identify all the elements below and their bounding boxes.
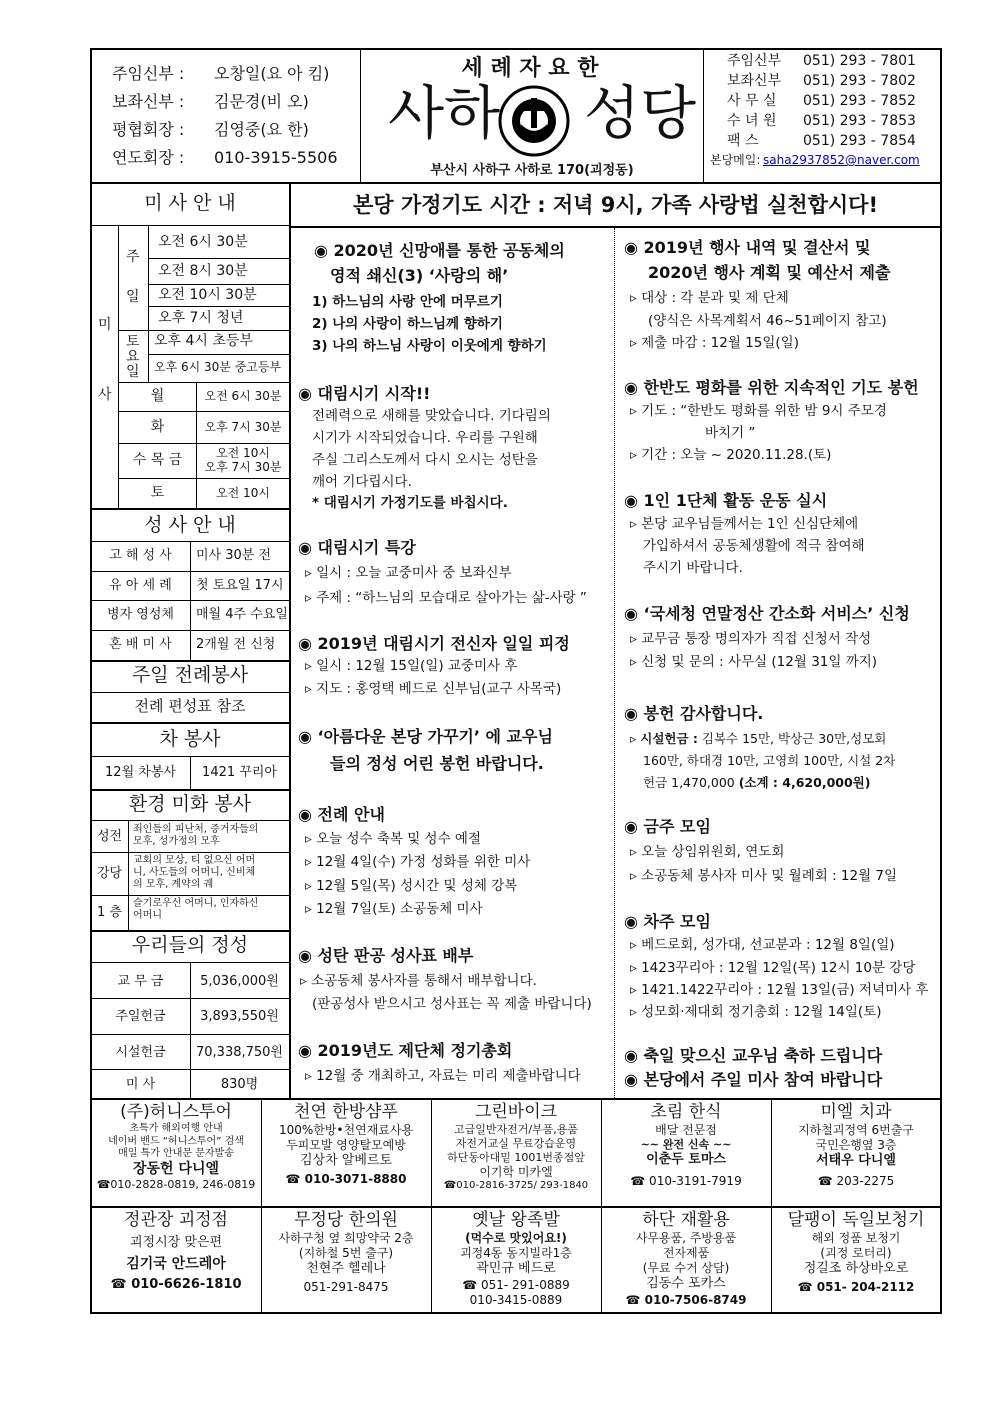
notice-item-text: 소공동체 봉사자를 통해서 배부합니다.	[311, 973, 537, 989]
ad-line: 네이버 밴드 “허니스투어” 검색	[108, 1135, 244, 1147]
ad-miel-dental	[771, 1102, 941, 1189]
ad-line: ~~ 완전 신속 ~~	[640, 1138, 732, 1152]
notice-item-text: 기도 : “한반도 평화를 위한 밤 9시 주모경	[641, 403, 887, 419]
mass-vlabel: 미	[98, 317, 112, 333]
contact-phone: 051) 293 - 7801	[803, 53, 916, 69]
ad-chorim-restaurant	[601, 1102, 771, 1189]
staff-role: 보좌신부 :	[112, 92, 185, 111]
ad-person: 곽민규 베드로	[476, 1261, 556, 1277]
sacrament-info: 첫 토요일 17시	[196, 578, 284, 593]
notice-text: (양식은 사목계획서 46~51페이지 참고)	[648, 313, 887, 329]
ad-line: 100%한방•천연재료사용	[278, 1123, 414, 1138]
contact-label: 보좌신부	[727, 73, 782, 89]
weekday-mass-time: 오후 7시 30분	[204, 420, 282, 434]
notice-item-text: 제출 마감 : 12월 15일(일)	[641, 335, 799, 351]
notice-item-text: 12월 7일(토) 소공동체 미사	[316, 901, 483, 917]
rule	[91, 692, 289, 693]
staff-role: 연도회장 :	[112, 148, 185, 167]
notice-heading: ◉ 금주 모임	[624, 817, 711, 836]
liturgy-value: 전례 편성표 참조	[134, 697, 246, 715]
notice-item-text: 본당 교우님들께서는 1인 신심단체에	[641, 516, 859, 532]
rule	[118, 478, 289, 479]
env-desc: 교회의 모상, 티 없으신 어머	[133, 855, 256, 866]
staff-name: 오창일(요 아 킴)	[214, 64, 330, 83]
ad-line: (괴정 로터리)	[820, 1246, 892, 1261]
contact-label: 주임신부	[727, 53, 782, 69]
ad-line: (먹수로 맛있어요!)	[465, 1231, 567, 1246]
ad-line: 자전거교실 무료강습운영	[455, 1137, 577, 1150]
notice-item: ▹ 12월 7일(토) 소공동체 미사	[305, 901, 483, 917]
notice-text: * 대림시기 가정기도를 바칩시다.	[312, 495, 508, 511]
notice-item: ▹ 12월 중 개최하고, 자료는 미리 제출바랍니다	[305, 1068, 581, 1084]
sacrament-info: 2개월 전 신청	[196, 637, 276, 652]
donation-subtotal: (소계 : 4,620,000원)	[738, 775, 871, 790]
sacrament-name: 고 해 성 사	[109, 548, 172, 563]
ad-phone: ☎010-2816-3725/ 293-1840	[443, 1179, 589, 1191]
notice-item: ▹ 교무금 통장 명의자가 직접 신청서 작성	[630, 631, 872, 647]
notice-item: ▹ 일시 : 오늘 교중미사 중 보좌신부	[305, 565, 512, 581]
rule	[91, 820, 289, 821]
offering-title: 우리들의 정성	[131, 934, 249, 956]
env-desc: 어머니	[133, 910, 162, 921]
notice-item: ▹ 12월 4일(수) 가정 성화를 위한 미사	[305, 854, 531, 870]
notice-item-text: 베드로회, 성가대, 선교분과 : 12월 8일(일)	[641, 937, 895, 953]
notice-text: 바치기 ”	[705, 425, 756, 441]
notice-heading: ◉ 1인 1단체 활동 운동 실시	[624, 491, 828, 510]
notice-text: 시기가 시작되었습니다. 우리를 구원해	[312, 430, 538, 446]
notice-item: 1) 하느님의 사랑 안에 머무르기	[312, 294, 503, 310]
ad-phone: 051-291-8475	[303, 1279, 389, 1294]
ad-person: 이기학 미카엘	[479, 1164, 553, 1179]
rule	[91, 600, 289, 601]
notice-item-text: 1423꾸리아 : 12월 12일(목) 12시 10분 강당	[641, 960, 916, 976]
rule	[91, 1098, 941, 1100]
rule	[148, 306, 289, 307]
notice-item-text: 기간 : 오늘 ~ 2020.11.28.(토)	[641, 447, 832, 463]
notice-item-text: 12월 4일(수) 가정 성화를 위한 미사	[316, 854, 531, 870]
sacrament-info: 매월 4주 수요일	[196, 607, 288, 622]
ad-phone: ☎ 010-6626-1810	[110, 1277, 242, 1292]
notice-item-text: 지도 : 홍영택 베드로 신부님(교구 사목국)	[316, 681, 562, 697]
rule	[91, 1034, 289, 1035]
sunday-label: 주	[126, 249, 140, 265]
weekday-mass-time: 오후 7시 30분	[204, 460, 282, 474]
ad-person: 서태우 다니엘	[816, 1153, 896, 1169]
weekday-label: 수 목 금	[132, 452, 183, 468]
notice-item: ▹ 소공동체 봉사자 미사 및 월례회 : 12월 7일	[630, 868, 898, 884]
donation-text: 김복수 15만, 박상근 30만,성모회	[697, 731, 887, 746]
sunday-mass-time: 오전 8시 30분	[158, 263, 248, 279]
notice-heading: ◉ 축일 맞으신 교우님 축하 드립니다	[624, 1046, 883, 1065]
ad-green-bike	[431, 1102, 601, 1192]
ad-line: 사하구청 옆 희망약국 2층	[278, 1231, 414, 1246]
ad-line: 고급일반자전거/부품,용품	[453, 1123, 579, 1137]
ad-line: 매일 특가 안내문 문자발송	[118, 1148, 234, 1160]
rule	[290, 226, 941, 228]
notice-item-text: 신청 및 문의 : 사무실 (12월 31일 까지)	[641, 654, 878, 670]
rule	[148, 354, 289, 355]
rule	[118, 382, 289, 383]
column-divider	[614, 228, 615, 1098]
weekday-mass-time: 오전 10시	[216, 446, 270, 460]
ad-name: 천연 한방샴푸	[294, 1102, 398, 1122]
staff-role: 평협회장 :	[112, 120, 185, 139]
notice-item: ▹ 주제 : “하느님의 모습대로 살아가는 삶-사랑 ”	[305, 590, 587, 606]
rule	[91, 508, 289, 510]
ad-line: 사무용품, 주방용품	[635, 1231, 737, 1246]
offering-value: 830명	[220, 1077, 259, 1092]
rule	[91, 630, 289, 631]
notice-item: ▹ 본당 교우님들께서는 1인 신심단체에	[630, 516, 859, 532]
left-column-divider	[289, 183, 291, 1098]
env-desc: 의 모후, 계약의 궤	[133, 879, 214, 890]
notice-item: ▹ 지도 : 홍영택 베드로 신부님(교구 사목국)	[305, 681, 562, 697]
rule	[148, 284, 289, 285]
notice-item: ▹ 제출 마감 : 12월 15일(일)	[630, 335, 799, 351]
notice-item-text: 12월 5일(목) 성시간 및 성체 강복	[316, 878, 518, 894]
notice-item: ▹ 신청 및 문의 : 사무실 (12월 31일 까지)	[630, 654, 878, 670]
ad-oriental-clinic	[261, 1210, 431, 1295]
ad-phone: ☎010-2828-0819, 246-0819	[96, 1178, 256, 1192]
header-bottom-line	[91, 182, 941, 184]
church-title-right: 성당	[584, 79, 697, 147]
sunday-label: 일	[126, 289, 140, 305]
ad-line: 해외 정품 보청기	[811, 1231, 901, 1246]
notice-text: 주실 그리스도께서 다시 오시는 성탄을	[312, 452, 538, 468]
rule	[91, 895, 289, 896]
ad-person: 정길조 하상바오로	[803, 1261, 909, 1277]
car-service-label: 12월 차봉사	[105, 765, 176, 780]
notice-item-text: 성모회·제대회 정기총회 : 12월 14일(토)	[641, 1004, 882, 1020]
rule	[91, 789, 289, 791]
liturgy-title: 주일 전례봉사	[131, 664, 249, 686]
saturday-label: 요	[126, 349, 140, 365]
staff-name: 010-3915-5506	[214, 148, 338, 167]
ad-line: 전자제품	[662, 1246, 710, 1261]
notice-item: ▹ 1423꾸리아 : 12월 12일(목) 12시 10분 강당	[630, 960, 916, 976]
email-label: 본당메일:	[710, 153, 761, 167]
ad-line: 국민은행옆 3층	[815, 1138, 897, 1153]
rule	[91, 225, 289, 226]
ad-herbal-shampoo	[261, 1102, 431, 1187]
ad-line: 지하철괴정역 6번출구	[798, 1123, 914, 1138]
ad-line: 하단동아대밑 1001번종점앞	[447, 1150, 585, 1164]
ad-name: 하단 재활용	[642, 1210, 730, 1230]
rule	[118, 411, 289, 412]
rule	[91, 930, 289, 932]
offering-value: 70,338,750원	[196, 1045, 283, 1060]
contact-phone: 051) 293 - 7802	[803, 73, 916, 89]
notice-item: ▹ 대상 : 각 분과 및 제 단체	[630, 290, 789, 306]
notice-text: 깨어 기다립시다.	[312, 474, 412, 490]
notice-item-text: 대상 : 각 분과 및 제 단체	[641, 290, 789, 306]
notice-heading: ◉ ‘국세청 연말정산 간소화 서비스’ 신청	[624, 604, 910, 623]
offering-value: 3,893,550원	[200, 1009, 279, 1024]
car-service-value: 1421 꾸리아	[202, 765, 277, 780]
mass-title: 미 사 안 내	[144, 192, 236, 214]
notice-heading: ◉ 2019년 대림시기 전신자 일일 피정	[298, 634, 570, 653]
ad-phone-mobile: 010-3415-0889	[469, 1292, 563, 1307]
ad-line: (무료 수거 상담)	[642, 1261, 730, 1276]
sunday-mass-time: 오후 7시 청년	[158, 310, 244, 326]
sacrament-name: 병자 영성체	[107, 607, 174, 622]
notice-item-text: 12월 중 개최하고, 자료는 미리 제출바랍니다	[316, 1068, 581, 1084]
car-service-title: 차 봉사	[159, 728, 221, 750]
church-address: 부산시 사하구 사하로 170(괴정동)	[430, 163, 634, 178]
env-area: 1 층	[97, 905, 122, 920]
offering-label: 주일헌금	[115, 1009, 166, 1024]
header-divider-left	[360, 49, 361, 183]
ad-name: (주)허니스투어	[120, 1102, 232, 1122]
ad-person: 김상차 알베르토	[299, 1153, 393, 1169]
env-desc: 니, 사도들의 어머니, 신비체	[133, 867, 256, 878]
weekday-label: 월	[150, 388, 165, 404]
notice-heading: ◉ 대림시기 특강	[298, 538, 416, 557]
weekday-label: 화	[150, 419, 165, 435]
notice-heading: 2020년 행사 계획 및 예산서 제출	[648, 263, 891, 282]
contact-label: 사 무 실	[727, 93, 777, 109]
ad-line: 배달 전문점	[655, 1123, 717, 1138]
ad-person: 장동헌 다니엘	[132, 1160, 220, 1177]
banner-prayer-time: 본당 가정기도 시간 : 저녁 9시, 가족 사랑법 실천합시다!	[352, 193, 879, 217]
offering-label: 시설헌금	[115, 1045, 166, 1060]
notice-heading: ◉ 2020년 신망애를 통한 공동체의	[314, 241, 565, 260]
staff-name: 김문경(비 오)	[214, 92, 309, 111]
donation-text: 헌금 1,470,000	[643, 775, 739, 790]
rule	[91, 660, 289, 662]
offering-value: 5,036,000원	[200, 974, 279, 989]
ad-person: 김기국 안드레아	[126, 1255, 226, 1272]
ad-phone: ☎ 010-3191-7919	[630, 1174, 742, 1189]
notice-item: ▹ 기간 : 오늘 ~ 2020.11.28.(토)	[630, 447, 832, 463]
ad-name: 미엘 치과	[820, 1102, 892, 1122]
saturday-mass-time: 오후 6시 30분 중고등부	[154, 360, 282, 374]
header-divider-right	[703, 49, 704, 183]
email-link[interactable]: saha2937852@naver.com	[763, 153, 920, 167]
ad-jeonggwanjang	[91, 1210, 261, 1293]
notice-heading: 영적 쇄신(3) ‘사랑의 해’	[330, 266, 509, 285]
patron-subtitle: 세 례 자 요 한	[461, 56, 599, 81]
notice-heading: ◉ 차주 모임	[624, 912, 711, 931]
weekday-mass-time: 오전 6시 30분	[204, 389, 282, 403]
rule	[118, 443, 289, 444]
env-desc: 슬기로우신 어머니, 인자하신	[133, 898, 259, 909]
ad-line: (지하철 5번 출구)	[298, 1246, 394, 1261]
notice-item-text: 소공동체 봉사자 미사 및 월례회 : 12월 7일	[641, 868, 898, 884]
rule	[91, 852, 289, 853]
donation-text: 160만, 하대경 10만, 고영희 100만, 시설 2차	[643, 753, 896, 768]
ad-phone: ☎ 051- 291-0889	[462, 1277, 570, 1292]
rule	[148, 258, 289, 259]
ad-phone: ☎ 010-7506-8749	[625, 1292, 747, 1307]
ad-person: 천현주 헬레나	[306, 1261, 386, 1277]
notice-heading: ◉ 한반도 평화를 위한 지속적인 기도 봉헌	[624, 378, 919, 397]
contact-phone: 051) 293 - 7853	[803, 113, 916, 129]
notice-item: ▹ 성모회·제대회 정기총회 : 12월 14일(토)	[630, 1004, 882, 1020]
staff-role: 주임신부 :	[112, 64, 185, 83]
donation-label: 시설헌금 :	[640, 731, 698, 746]
donation-list: ▹ 시설헌금 : 김복수 15만, 박상근 30만,성모회	[630, 731, 887, 746]
notice-item-text: 일시 : 12월 15일(일) 교중미사 후	[316, 658, 518, 674]
notice-item-text: 주제 : “하느님의 모습대로 살아가는 삶-사랑 ”	[316, 590, 587, 606]
mass-vlabel: 사	[98, 387, 112, 403]
contact-phone: 051) 293 - 7854	[803, 133, 916, 149]
notice-item-text: 일시 : 오늘 교중미사 중 보좌신부	[316, 565, 512, 581]
notice-heading: ◉ ‘아름다운 본당 가꾸기’ 에 교우님	[298, 727, 553, 746]
ad-honeys-tour	[91, 1102, 261, 1192]
notice-item-text: 오늘 상임위원회, 연도회	[641, 844, 785, 860]
sacraments-title: 성 사 안 내	[144, 514, 236, 536]
ad-recycling	[601, 1210, 771, 1308]
ad-name: 정관장 괴정점	[124, 1210, 228, 1230]
ad-line: 초특가 해외여행 안내	[129, 1123, 223, 1135]
weekday-label: 토	[150, 485, 165, 501]
contact-label: 수 녀 원	[727, 113, 777, 129]
notice-item-text: 오늘 성수 축복 및 성수 예절	[316, 831, 481, 847]
notice-heading: ◉ 성탄 판공 성사표 배부	[298, 946, 474, 965]
rule	[91, 998, 289, 999]
weekday-mass-time: 오전 10시	[216, 486, 270, 500]
contact-label: 팩 스	[727, 133, 759, 149]
env-desc: 죄인들의 피난처, 증거자들의	[133, 824, 259, 835]
notice-heading: ◉ 본당에서 주일 미사 참여 바랍니다	[624, 1070, 883, 1089]
saturday-label: 토	[126, 334, 140, 350]
notice-item-text: 1421.1422꾸리아 : 12월 13일(금) 저녁미사 후	[641, 982, 929, 998]
ad-phone: ☎ 010-3071-8880	[285, 1171, 407, 1186]
rule	[91, 722, 289, 724]
notice-text: 주시기 바랍니다.	[643, 560, 743, 576]
ad-line: 괴정4동 동지빌라1층	[460, 1246, 572, 1261]
notice-item: ▹ 소공동체 봉사자를 통해서 배부합니다.	[300, 973, 537, 989]
ad-person: 이춘두 토마스	[646, 1152, 726, 1167]
donation-text	[643, 777, 870, 790]
rule	[148, 226, 149, 382]
notice-heading: ◉ 전례 안내	[298, 805, 385, 824]
notice-item: 2) 나의 사랑이 하느님께 향하기	[312, 316, 503, 332]
rule	[91, 571, 289, 572]
notice-text: (판공성사 받으시고 성사표는 꼭 제출 바랍니다)	[312, 996, 592, 1012]
notice-heading: ◉ 봉헌 감사합니다.	[624, 704, 764, 723]
ad-hearing-aid	[771, 1210, 941, 1295]
notice-heading: ◉ 2019년 행사 내역 및 결산서 및	[624, 238, 871, 257]
env-area: 성전	[96, 829, 123, 844]
sunday-mass-time: 오전 6시 30분	[158, 234, 248, 250]
rule	[128, 820, 129, 930]
notice-item: ▹ 12월 5일(목) 성시간 및 성체 강복	[305, 878, 518, 894]
ad-name: 달팽이 독일보청기	[787, 1210, 925, 1230]
notice-item: ▹ 오늘 성수 축복 및 성수 예절	[305, 831, 481, 847]
env-service-title: 환경 미화 봉사	[128, 793, 252, 815]
notice-item: ▹ 오늘 상임위원회, 연도회	[630, 844, 785, 860]
notice-heading: ◉ 2019년도 제단체 정기총회	[298, 1041, 513, 1060]
ad-jokbal-restaurant	[431, 1210, 601, 1308]
saturday-label: 일	[126, 364, 140, 380]
ad-line: 괴정시장 맞은편	[129, 1235, 223, 1251]
rule	[91, 1069, 289, 1070]
church-logo-icon	[497, 84, 571, 158]
ad-name: 초림 한식	[650, 1102, 722, 1122]
notice-item: ▹ 베드로회, 성가대, 선교분과 : 12월 8일(일)	[630, 937, 895, 953]
ad-name: 무정당 한의원	[294, 1210, 398, 1230]
sacrament-name: 유 아 세 례	[109, 578, 172, 593]
sacrament-name: 혼 배 미 사	[109, 637, 172, 652]
notice-heading: 들의 정성 어린 봉헌 바랍니다.	[330, 754, 544, 773]
notice-text: 가입하셔서 공동체생활에 적극 참여해	[643, 538, 865, 554]
env-desc: 모후, 성가정의 모후	[133, 836, 220, 847]
ad-phone: ☎ 203-2275	[817, 1173, 895, 1188]
notice-item: ▹ 일시 : 12월 15일(일) 교중미사 후	[305, 658, 518, 674]
ad-phone: ☎ 051- 204-2112	[797, 1279, 915, 1294]
sunday-mass-time: 오전 10시 30분	[158, 287, 257, 303]
notice-item: ▹ 1421.1422꾸리아 : 12월 13일(금) 저녁미사 후	[630, 982, 929, 998]
rule	[118, 330, 289, 331]
church-title-left: 사하	[388, 79, 501, 147]
notice-item: 3) 나의 하느님 사랑이 이웃에게 향하기	[312, 338, 547, 354]
ad-name: 옛날 왕족발	[472, 1210, 560, 1230]
rule	[91, 1206, 941, 1208]
ad-name: 그린바이크	[474, 1102, 558, 1122]
staff-name: 김영중(요 한)	[214, 120, 309, 139]
env-area: 강당	[96, 866, 123, 881]
offering-label: 미 사	[125, 1077, 156, 1092]
sacrament-info: 미사 30분 전	[196, 548, 272, 563]
offering-label: 교 무 금	[117, 974, 164, 989]
ad-person: 김동수 포카스	[646, 1276, 726, 1292]
ad-line: 두피모발 영양탈모예방	[286, 1138, 406, 1153]
saturday-mass-time: 오후 4시 초등부	[154, 333, 253, 349]
notice-item: ▹ 기도 : “한반도 평화를 위한 밤 9시 주모경	[630, 403, 887, 419]
contact-phone: 051) 293 - 7852	[803, 93, 916, 109]
notice-heading: ◉ 대림시기 시작!!	[298, 384, 431, 403]
notice-text: 전례력으로 새해를 맞았습니다. 기다림의	[312, 408, 551, 424]
notice-item-text: 교무금 통장 명의자가 직접 신청서 작성	[641, 631, 872, 647]
